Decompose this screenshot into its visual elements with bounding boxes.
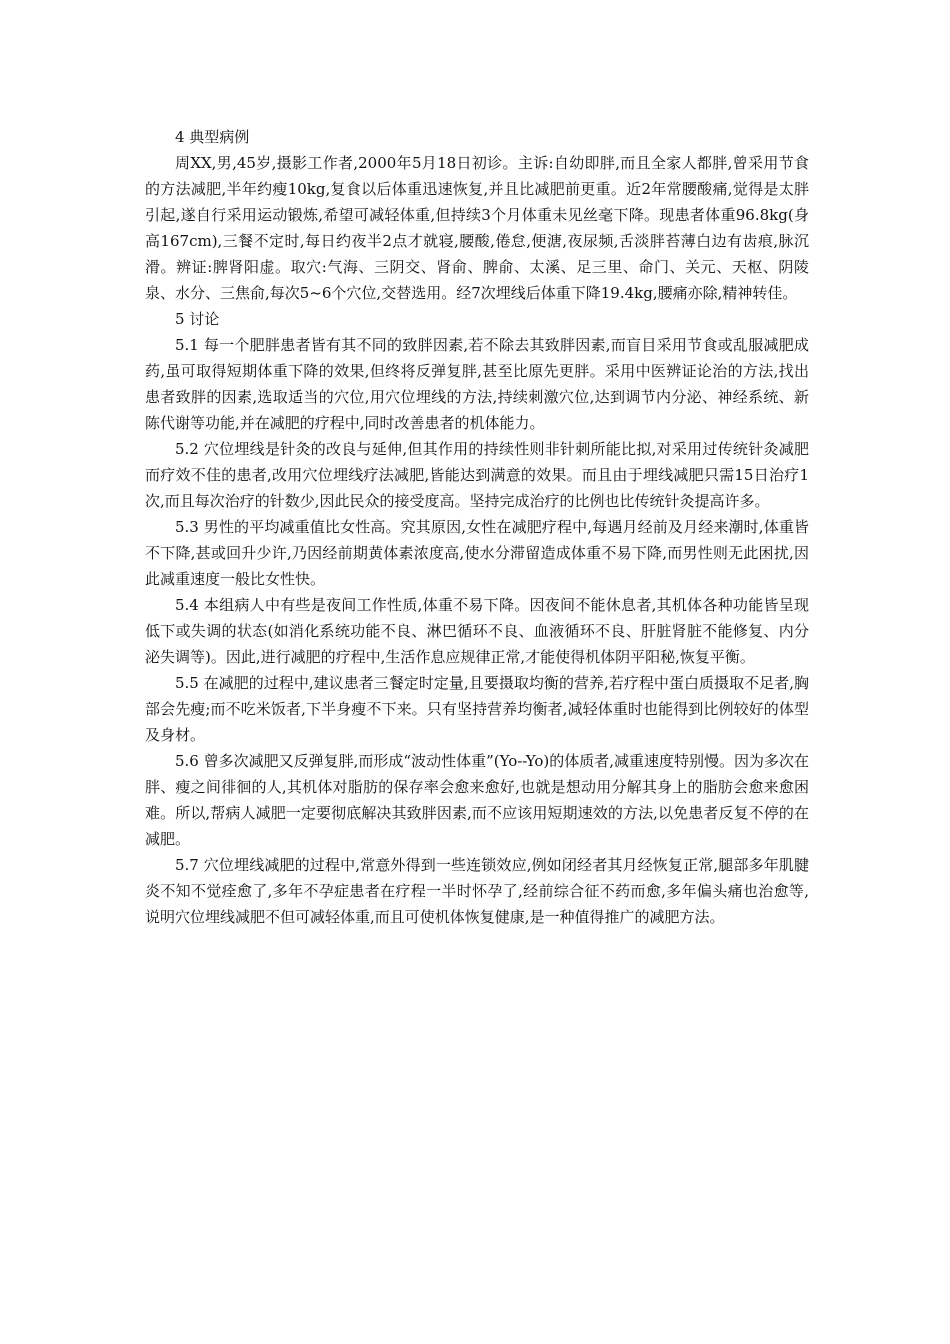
case-report-paragraph: 周XX,男,45岁,摄影工作者,2000年5月18日初诊。主诉:自幼即胖,而且全家人都胖,曾采用节食的方法减肥,半年约瘦10kg,复食以后体重迅速恢复,并且比减肥前更重。近2年常腰酸痛,觉得是太胖引起,遂自行采用运动锻炼,希望可减轻体重,但持续3个月体重未见丝毫下降。现患者体重96.8kg(身高167cm),三餐不定时,每日约夜半2点才就寝,腰酸,倦怠,便溏,夜尿频,舌淡胖苔薄白边有齿痕,脉沉滑。辨证:脾肾阳虚。取穴:气海、三阴交、肾俞、脾俞、太溪、足三里、命门、关元、天枢、阴陵泉、水分、三焦俞,每次5~6个穴位,交替选用。经7次埋线后体重下降19.4kg,腰痛亦除,精神转佳。 (145, 154, 809, 302)
discussion-paragraph-5-3: 5.3 男性的平均减重值比女性高。究其原因,女性在减肥疗程中,每遇月经前及月经来潮时,体重皆不下降,甚或回升少许,乃因经前期黄体素浓度高,使水分滞留造成体重不易下降,而男性则无此困扰,因此减重速度一般比女性快。 (145, 518, 809, 588)
discussion-paragraph-5-5: 5.5 在减肥的过程中,建议患者三餐定时定量,且要摄取均衡的营养,若疗程中蛋白质摄取不足者,胸部会先瘦;而不吃米饭者,下半身瘦不下来。只有坚持营养均衡者,减轻体重时也能得到比例较好的体型及身材。 (145, 674, 809, 744)
section-5-heading: 5 讨论 (175, 310, 220, 328)
discussion-paragraph-5-1: 5.1 每一个肥胖患者皆有其不同的致胖因素,若不除去其致胖因素,而盲目采用节食或乱服减肥成药,虽可取得短期体重下降的效果,但终将反弹复胖,甚至比原先更胖。采用中医辨证论治的方法,找出患者致胖的因素,选取适当的穴位,用穴位埋线的方法,持续刺激穴位,达到调节内分泌、神经系统、新陈代谢等功能,并在减肥的疗程中,同时改善患者的机体能力。 (145, 336, 809, 432)
section-4-heading: 4 典型病例 (175, 128, 250, 146)
discussion-paragraph-5-2: 5.2 穴位埋线是针灸的改良与延伸,但其作用的持续性则非针刺所能比拟,对采用过传统针灸减肥而疗效不佳的患者,改用穴位埋线疗法减肥,皆能达到满意的效果。而且由于埋线减肥只需15日治疗1次,而且每次治疗的针数少,因此民众的接受度高。坚持完成治疗的比例也比传统针灸提高许多。 (145, 440, 809, 510)
discussion-paragraph-5-6: 5.6 曾多次减肥又反弹复胖,而形成“波动性体重”(Yo--Yo)的体质者,减重速度特别慢。因为多次在胖、瘦之间徘徊的人,其机体对脂肪的保存率会愈来愈好,也就是想动用分解其身上的脂肪会愈来愈困难。所以,帮病人减肥一定要彻底解决其致胖因素,而不应该用短期速效的方法,以免患者反复不停的在减肥。 (145, 752, 809, 848)
document-page (145, 124, 809, 930)
discussion-paragraph-5-7: 5.7 穴位埋线减肥的过程中,常意外得到一些连锁效应,例如闭经者其月经恢复正常,腿部多年肌腱炎不知不觉痊愈了,多年不孕症患者在疗程一半时怀孕了,经前综合征不药而愈,多年偏头痛也治愈等,说明穴位埋线减肥不但可减轻体重,而且可使机体恢复健康,是一种值得推广的减肥方法。 (145, 856, 809, 926)
discussion-paragraph-5-4: 5.4 本组病人中有些是夜间工作性质,体重不易下降。因夜间不能休息者,其机体各种功能皆呈现低下或失调的状态(如消化系统功能不良、淋巴循环不良、血液循环不良、肝脏肾脏不能修复、内分泌失调等)。因此,进行减肥的疗程中,生活作息应规律正常,才能使得机体阴平阳秘,恢复平衡。 (145, 596, 809, 666)
